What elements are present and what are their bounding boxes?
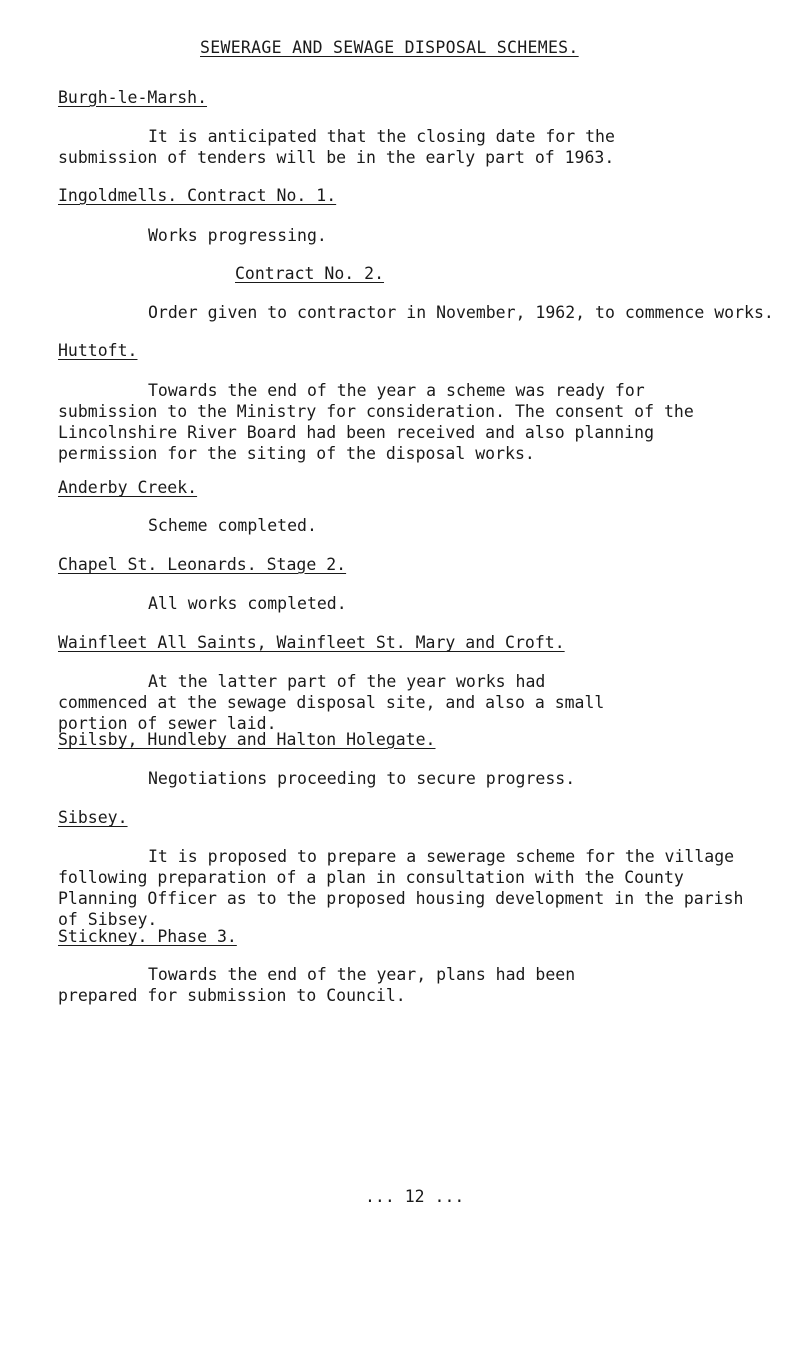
para-spilsby: Negotiations proceeding to secure progress.: [148, 769, 576, 788]
para-sibsey: It is proposed to prepare a sewerage scheme for the village following preparation of a plan in consultation with the County Planning Officer as to the proposed housing development in the parish of Sibsey.: [58, 847, 744, 929]
heading-chapel-st-leonards: Chapel St. Leonards. Stage 2.: [58, 555, 347, 574]
para-ingoldmells-order: Order given to contractor in November, 1962, to commence works.: [148, 303, 774, 322]
heading-ingoldmells: Ingoldmells. Contract No. 1.: [58, 186, 337, 205]
subheading-contract-2: Contract No. 2.: [235, 264, 385, 283]
para-wainfleet: At the latter part of the year works had commenced at the sewage disposal site, and also a small portion of sewer laid.: [58, 672, 605, 733]
heading-anderby-creek: Anderby Creek.: [58, 478, 198, 497]
heading-wainfleet: Wainfleet All Saints, Wainfleet St. Mary and Croft.: [58, 633, 565, 652]
page-number: ... 12 ...: [365, 1187, 465, 1206]
para-chapel-st-leonards: All works completed.: [148, 594, 347, 613]
heading-huttoft: Huttoft.: [58, 341, 138, 360]
heading-spilsby: Spilsby, Hundleby and Halton Holegate.: [58, 730, 436, 749]
para-ingoldmells-works: Works progressing.: [148, 226, 327, 245]
heading-stickney: Stickney. Phase 3.: [58, 927, 237, 946]
para-huttoft: Towards the end of the year a scheme was ready for submission to the Ministry for consideration. The consent of the Lincolnshire River Board had been received and also planning permission for the siting of the disposal works.: [58, 381, 694, 463]
heading-sibsey: Sibsey.: [58, 808, 128, 827]
para-stickney: Towards the end of the year, plans had been prepared for submission to Council.: [58, 965, 576, 1005]
heading-burgh-le-marsh: Burgh-le-Marsh.: [58, 88, 208, 107]
para-burgh-le-marsh: It is anticipated that the closing date for the submission of tenders will be in the early part of 1963.: [58, 127, 615, 167]
para-anderby-creek: Scheme completed.: [148, 516, 317, 535]
page-title: SEWERAGE AND SEWAGE DISPOSAL SCHEMES.: [200, 38, 579, 57]
